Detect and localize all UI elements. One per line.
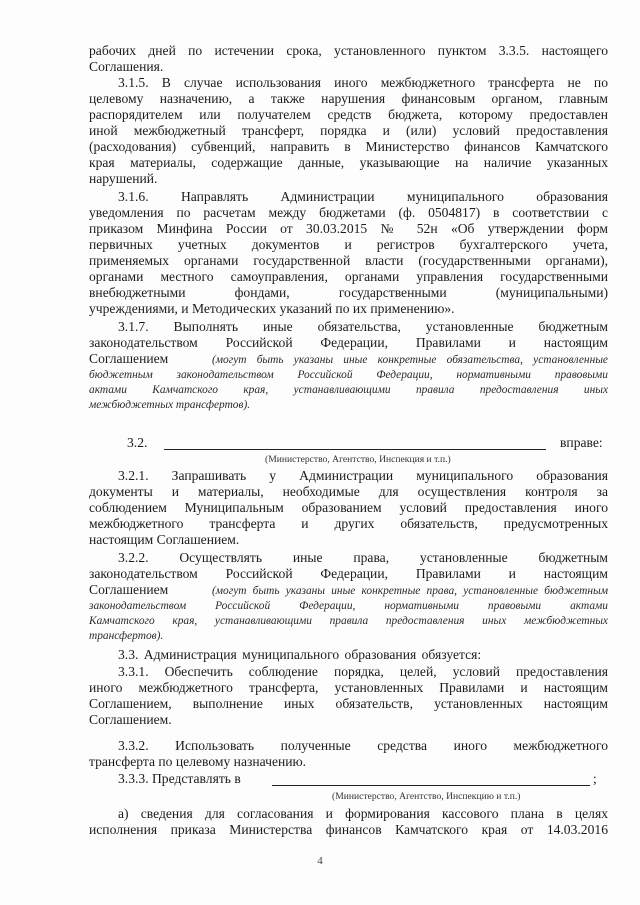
clause-3-3-2-line: трансферта по целевому назначению. [89,754,307,769]
clause-3-1-5-line: распорядителем или получателем средств бюджета, которому предоставлен [89,107,608,122]
clause-3-1-6-line: учреждениями, и Методических указаний по их применению». [89,301,455,316]
authority-caption: (Министерство, Агентство, Инспекция и т.п.) [265,454,451,465]
clause-3-3-3-tail: ; [593,771,597,786]
clause-3-1-7-note: бюджетным законодательством Российской Федерации, нормативными правовыми [89,369,608,381]
clause-3-1-5-line: иной межбюджетный трансферт, порядка и (или) условий предоставления [89,123,608,138]
clause-3-1-6-line: уведомления по расчетам между бюджетами (ф. 0504817) в соответствии с [89,205,608,220]
clause-3-3-1-line: 3.3.1. Обеспечить соблюдение порядка, целей, условий предоставления [118,664,608,679]
clause-3-2-2-line: законодательством Российской Федерации, Правилами и настоящим [89,566,608,581]
authority-blank-line [164,437,546,450]
clause-3-2-1-line: 3.2.1. Запрашивать у Администрации муниципального образования [118,468,608,483]
clause-3-1-6-line: приказом Минфина России от 30.03.2015 № 52н «Об утверждении форм [89,221,608,236]
clause-3-1-5-line: (расходования) субвенций, направить в Министерство финансов Камчатского [89,139,608,154]
clause-3-2-2-note: (могут быть указаны иные конкретные права, установленные бюджетным [212,585,608,597]
clause-3-2-2-note: законодательством Российской Федерации, нормативными правовыми актами [89,600,608,612]
clause-3-1-6-line: внебюджетными фондами, государственными (муниципальными) [89,285,608,300]
clause-3-1-5-line: нарушений. [89,171,158,186]
clause-3-1-6-line: органами местного самоуправления, органами управления государственными [89,269,608,284]
clause-3-2-1-line: межбюджетного трансферта и других обязательств, предусмотренных [89,516,608,531]
clause-3-2-2-note: Камчатского края, устанавливающими правила предоставления иных межбюджетных [89,615,608,627]
item-a-line: а) сведения для согласования и формирования кассового плана в целях [118,806,608,821]
clause-3-1-7-line: Соглашением [89,351,169,366]
clause-3-3-3-line: 3.3.3. Представлять в [118,771,241,786]
clause-3-1-6-line: 3.1.6. Направлять Администрации муниципального образования [118,189,608,204]
clause-3-2-2-note: трансфертов). [89,630,164,642]
clause-3-2-1-line: документы и материалы, необходимые для осуществления контроля за [89,484,608,499]
clause-3-2-2-line: Соглашением [89,582,169,597]
clause-3-2-number: 3.2. [127,435,148,450]
clause-3-3-1-line: Соглашением. [89,712,172,727]
clause-3-2-tail: вправе: [560,435,603,450]
clause-3-1-7-note: межбюджетных трансфертов). [89,399,251,411]
clause-3-1-5-line: края материалы, содержащие данные, указывающие на наличие указанных [89,155,608,170]
authority-caption: (Министерство, Агентство, Инспекцию и т.п.) [332,791,521,802]
authority-blank-line [272,773,590,786]
clause-3-1-5-line: 3.1.5. В случае использования иного межбюджетного трансферта не по [118,75,608,90]
clause-3-1-5-line: целевому назначению, а также нарушения финансовым органом, главным [89,91,608,106]
clause-3-3-2-line: 3.3.2. Использовать полученные средства иного межбюджетного [118,738,608,753]
clause-3-3-1-line: Соглашением, выполнение иных обязательств, установленных настоящим [89,696,608,711]
clause-3-1-6-line: применяемых органами государственной власти (государственными органами), [89,253,608,268]
page-number: 4 [317,855,323,867]
clause-3-2-1-line: настоящим Соглашением. [89,532,240,547]
clause-3-1-7-line: 3.1.7. Выполнять иные обязательства, установленные бюджетным [118,319,608,334]
clause-3-1-6-line: первичных учетных документов и регистров бухгалтерского учета, [89,237,608,252]
clause-3-1-7-line: законодательством Российской Федерации, Правилами и настоящим [89,335,608,350]
clause-3-3-1-line: иного межбюджетного трансферта, установленных Правилами и настоящим [89,680,608,695]
paragraph-line: рабочих дней по истечении срока, установленного пунктом 3.3.5. настоящего [89,43,608,58]
clause-3-1-7-note: (могут быть указаны иные конкретные обязательства, установленные [212,354,608,366]
clause-3-2-1-line: соблюдением Муниципальным образованием условий предоставления иного [89,500,608,515]
item-a-line: исполнения приказа Министерства финансов Камчатского края от 14.03.2016 [89,822,608,837]
clause-3-2-2-line: 3.2.2. Осуществлять иные права, установленные бюджетным [118,550,608,565]
paragraph-line: Соглашения. [89,59,164,74]
clause-3-1-7-note: актами Камчатского края, устанавливающими правила предоставления иных [89,384,608,396]
clause-3-3-line: 3.3. Администрация муниципального образования обязуется: [118,647,482,662]
